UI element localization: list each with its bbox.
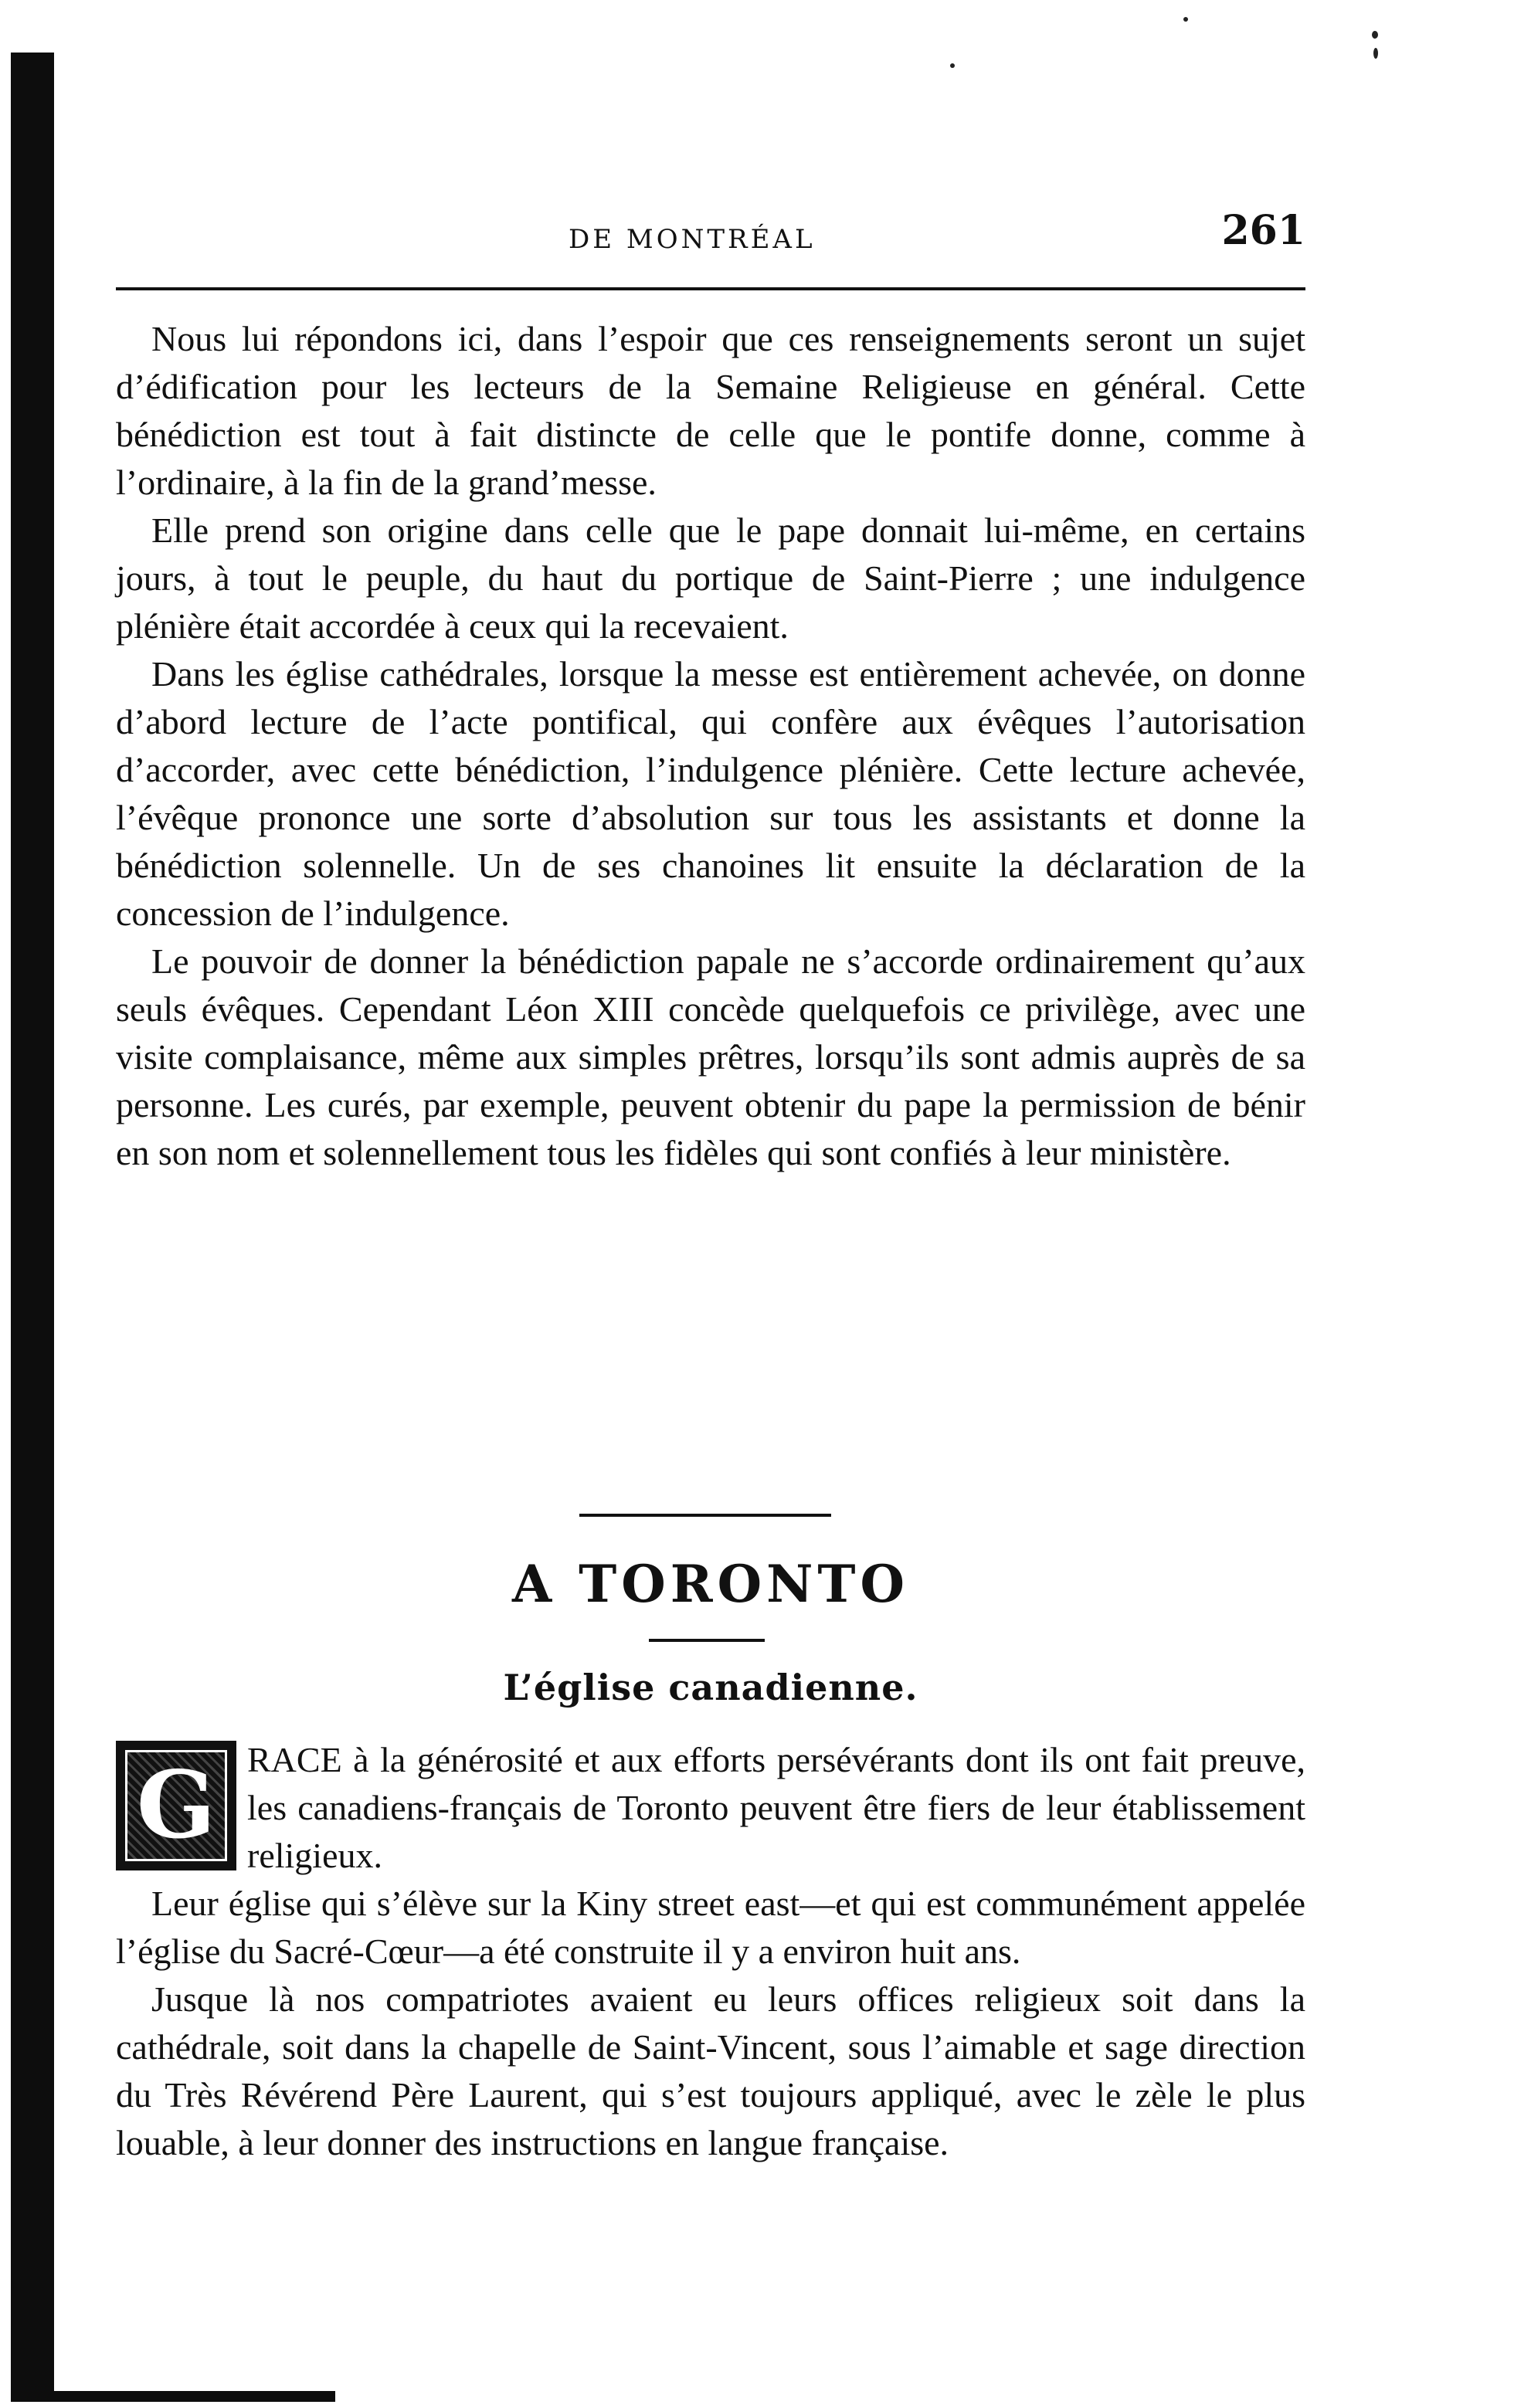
paragraph: Dans les église cathédrales, lorsque la messe est entièrement achevée, on donne d’abord lecture de l’acte pontifical, qui confère aux évêques l’autorisation d’accorder, avec cette bénédiction, l’indulgence plénière. Cette lecture achevée, l’évêque prononce une sorte d’absolution sur tous les assistants et donne la bénédiction solennelle. Un de ses chanoines lit ensuite la déclaration de la concession de l’indulgence.	[116, 654, 1305, 933]
running-title: DE MONTRÉAL	[569, 224, 816, 255]
running-head	[116, 202, 1305, 272]
scan-bottom-border	[11, 2391, 335, 2402]
scan-speck	[1183, 17, 1188, 22]
drop-cap-letter: G	[136, 1751, 216, 1860]
paragraph: Elle prend son origine dans celle que le pape donnait lui-même, en certains jours, à tout le peuple, du haut du portique de Saint-Pierre ; une indulgence plénière était accordée à ceux qui la recevaient.	[116, 510, 1305, 646]
paragraph	[116, 1736, 1305, 1880]
paragraph-text: RACE à la générosité et aux efforts persévérants dont ils ont fait preuve, les canadiens-français de Toronto peuvent être fiers de leur établissement religieux.	[247, 1740, 1305, 1875]
paragraph: Leur église qui s’élève sur la Kiny street east—et qui est communément appelée l’église du Sacré-Cœur—a été construite il y a environ huit ans.	[116, 1884, 1305, 1971]
header-rule	[116, 287, 1305, 290]
section-subtitle: L’église canadienne.	[503, 1667, 918, 1708]
scan-speck	[950, 63, 955, 68]
paragraph: Jusque là nos compatriotes avaient eu leurs offices religieux soit dans la cathédrale, soit dans la chapelle de Saint-Vincent, sous l’aimable et sage direction du Très Révérend Père Laurent, qui s’est toujours appliqué, avec le zèle le plus louable, à leur donner des instructions en langue française.	[116, 1979, 1305, 2162]
page-number: 261	[1221, 207, 1305, 254]
scan-left-border	[11, 53, 54, 2402]
article-body	[116, 315, 1305, 1177]
scan-speck	[1373, 48, 1378, 59]
paragraph: Nous lui répondons ici, dans l’espoir que ces renseignements seront un sujet d’édification pour les lecteurs de la Semaine Religieuse en général. Cette bénédiction est tout à fait distincte de celle que le pontife donne, comme à l’ordinaire, à la fin de la grand’messe.	[116, 319, 1305, 502]
drop-cap	[116, 1741, 236, 1870]
title-rule	[649, 1639, 765, 1642]
scan-speck	[1372, 31, 1378, 39]
section-separator	[579, 1514, 831, 1517]
section-title: A TORONTO	[511, 1554, 910, 1614]
paragraph: Le pouvoir de donner la bénédiction papale ne s’accorde ordinairement qu’aux seuls évêques. Cependant Léon XIII concède quelquefois ce privilège, avec une visite complaisance, même aux simples prêtres, lorsqu’ils sont admis auprès de sa personne. Les curés, par exemple, peuvent obtenir du pape la permission de bénir en son nom et solennellement tous les fidèles qui sont confiés à leur ministère.	[116, 941, 1305, 1172]
toronto-article-body	[116, 1736, 1305, 2167]
